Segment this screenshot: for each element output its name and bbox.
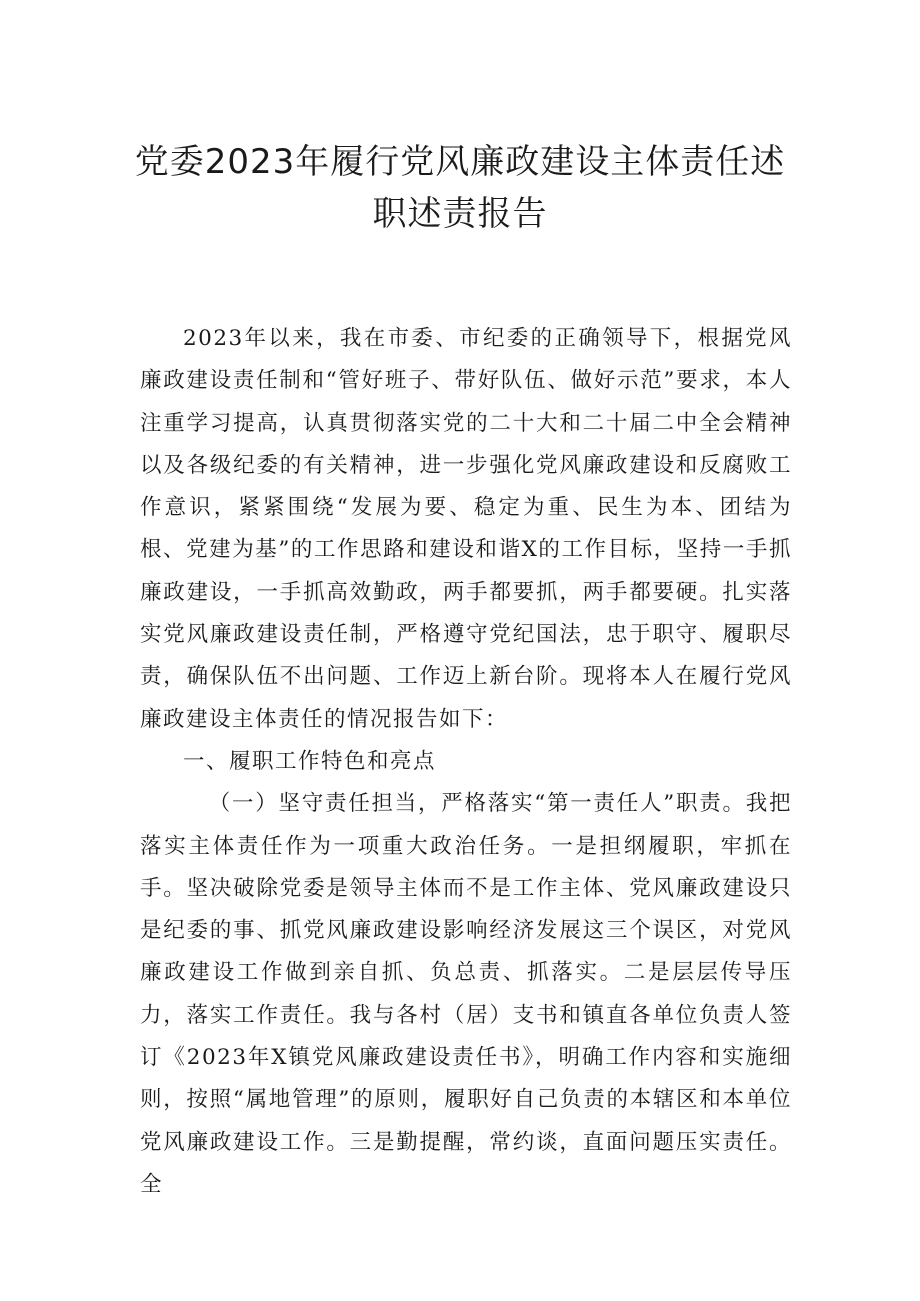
section-heading-1: 一、履职工作特色和亮点 [183,748,437,774]
document-body [140,318,792,1206]
document-title-line-1: 党委2023年履行党风廉政建设主体责任述 [134,142,786,182]
body-paragraph-intro: 2023年以来，我在市委、市纪委的正确领导下，根据党风廉政建设责任制和“管好班子、带好队伍、做好示范”要求，本人注重学习提高，认真贯彻落实党的二十大和二十届二中全会精神以及各级纪委的有关精神，进一步强化党风廉政建设和反腐败工作意识，紧紧围绕“发展为要、稳定为重、民生为本、团结为根、党建为基”的工作思路和建设和谐X的工作目标，坚持一手抓廉政建设，一手抓高效勤政，两手都要抓，两手都要硬。扎实落实党风廉政建设责任制，严格遵守党纪国法，忠于职守、履职尽责，确保队伍不出问题、工作迈上新台阶。现将本人在履行党风廉政建设主体责任的情况报告如下： [140,326,792,732]
document-title-line-2: 职述责报告 [372,194,548,234]
body-paragraph-subsection-1: （一）坚守责任担当，严格落实“第一责任人”职责。我把落实主体责任作为一项重大政治任务。一是担纲履职，牢抓在手。坚决破除党委是领导主体而不是工作主体、党风廉政建设只是纪委的事、抓党风廉政建设影响经济发展这三个误区，对党风廉政建设工作做到亲自抓、负总责、抓落实。二是层层传导压力，落实工作责任。我与各村（居）支书和镇直各单位负责人签订《2023年X镇党风廉政建设责任书》，明确工作内容和实施细则，按照“属地管理”的原则，履职好自己负责的本辖区和本单位党风廉政建设工作。三是勤提醒，常约谈，直面问题压实责任。全 [140,791,792,1197]
